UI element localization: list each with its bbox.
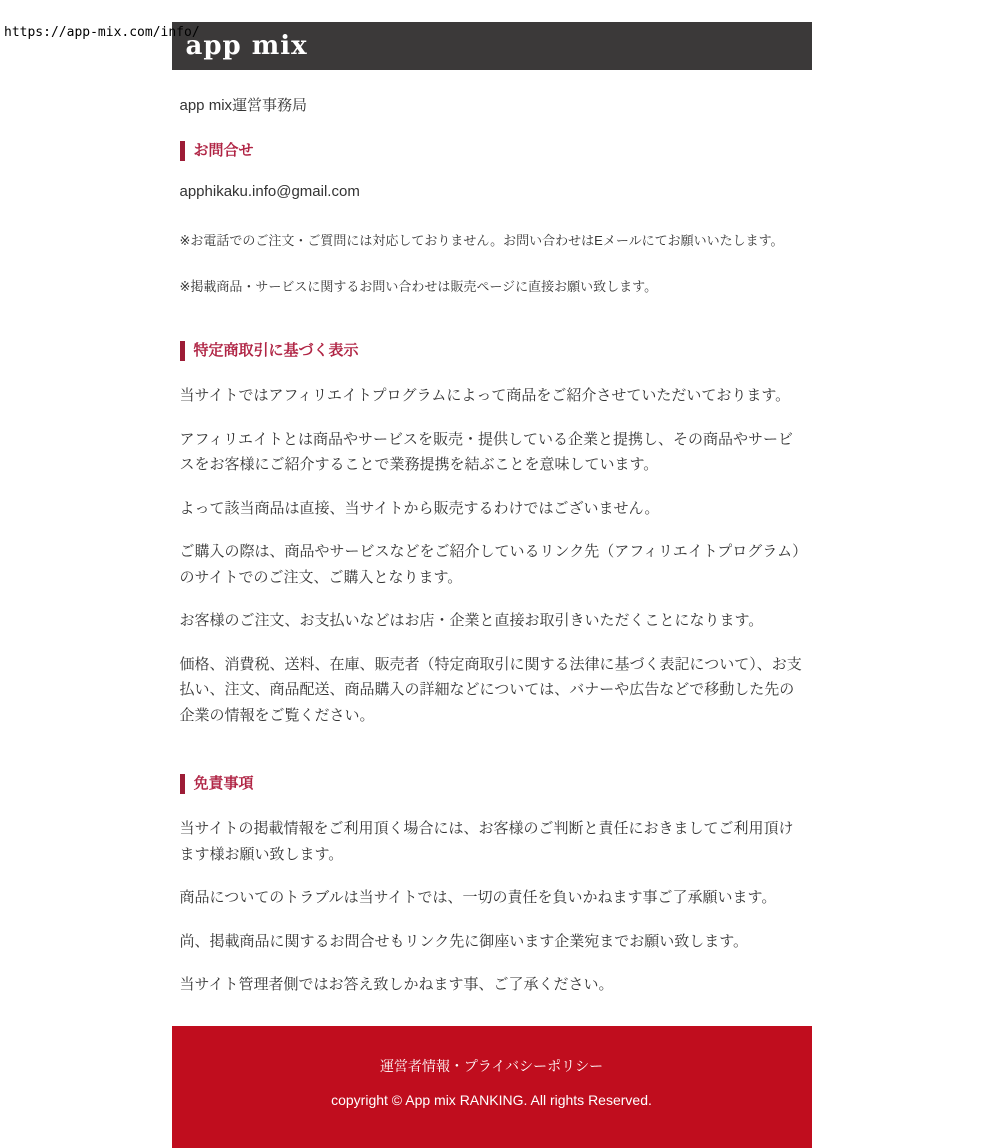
section-disclaimer: [180, 774, 804, 998]
footer-privacy-policy-link[interactable]: 運営者情報・プライバシーポリシー: [379, 1057, 604, 1074]
contact-email: apphikaku.info@gmail.com: [179, 183, 360, 200]
tokushoho-paragraph: ご購入の際は、商品やサービスなどをご紹介しているリンク先（アフィリエイトプログラム）のサイトでのご注文、ご購入となります。: [179, 543, 800, 586]
page-content: [172, 94, 812, 998]
contact-note: ※掲載商品・サービスに関するお問い合わせは販売ページに直接お願い致します。: [179, 279, 658, 294]
disclaimer-paragraph: 商品についてのトラブルは当サイトでは、一切の責任を負いかねます事ご了承願います。: [179, 889, 777, 906]
footer-copyright: copyright © App mix RANKING. All rights Reserved.: [331, 1091, 652, 1108]
tokushoho-paragraph: お客様のご注文、お支払いなどはお店・企業と直接お取引きいただくことになります。: [179, 612, 764, 629]
tokushoho-paragraph: よって該当商品は直接、当サイトから販売するわけではございません。: [179, 499, 660, 517]
page-container: [172, 22, 812, 1148]
tokushoho-paragraph: アフィリエイトとは商品やサービスを販売・提供している企業と提携し、その商品やサービスをお客様にご紹介することで業務提携を結ぶことを意味しています。: [179, 430, 794, 473]
tokushoho-paragraph: 価格、消費税、送料、在庫、販売者（特定商取引に関する法律に基づく表記について）、お支払い、注文、商品配送、商品購入の詳細などについては、バナーや広告などで移動した先の企業の情報をご覧ください。: [179, 655, 802, 724]
page-url-text: https://app-mix.com/info/: [4, 25, 200, 40]
disclaimer-heading: 免責事項: [180, 774, 804, 794]
section-contact: [180, 141, 804, 295]
contact-heading: お問合せ: [180, 141, 804, 161]
disclaimer-paragraph: 当サイトの掲載情報をご利用頂く場合には、お客様のご判断と責任におきましてご利用頂けます様お願い致します。: [179, 820, 794, 863]
contact-note: ※お電話でのご注文・ご質問には対応しておりません。お問い合わせはEメールにてお願いいたします。: [179, 233, 784, 248]
operator-name: app mix運営事務局: [179, 97, 308, 114]
disclaimer-paragraph: 当サイト管理者側ではお答え致しかねます事、ご了承ください。: [179, 976, 614, 993]
section-tokushoho: [180, 341, 804, 728]
tokushoho-paragraph: 当サイトではアフィリエイトプログラムによって商品をご紹介させていただいております。: [179, 387, 791, 404]
tokushoho-heading: 特定商取引に基づく表示: [180, 341, 804, 361]
site-footer: [172, 1026, 812, 1148]
site-logo-link[interactable]: app mix: [185, 31, 308, 61]
site-header: [172, 22, 812, 70]
disclaimer-paragraph: 尚、掲載商品に関するお問合せもリンク先に御座います企業宛までお願い致します。: [179, 932, 749, 950]
